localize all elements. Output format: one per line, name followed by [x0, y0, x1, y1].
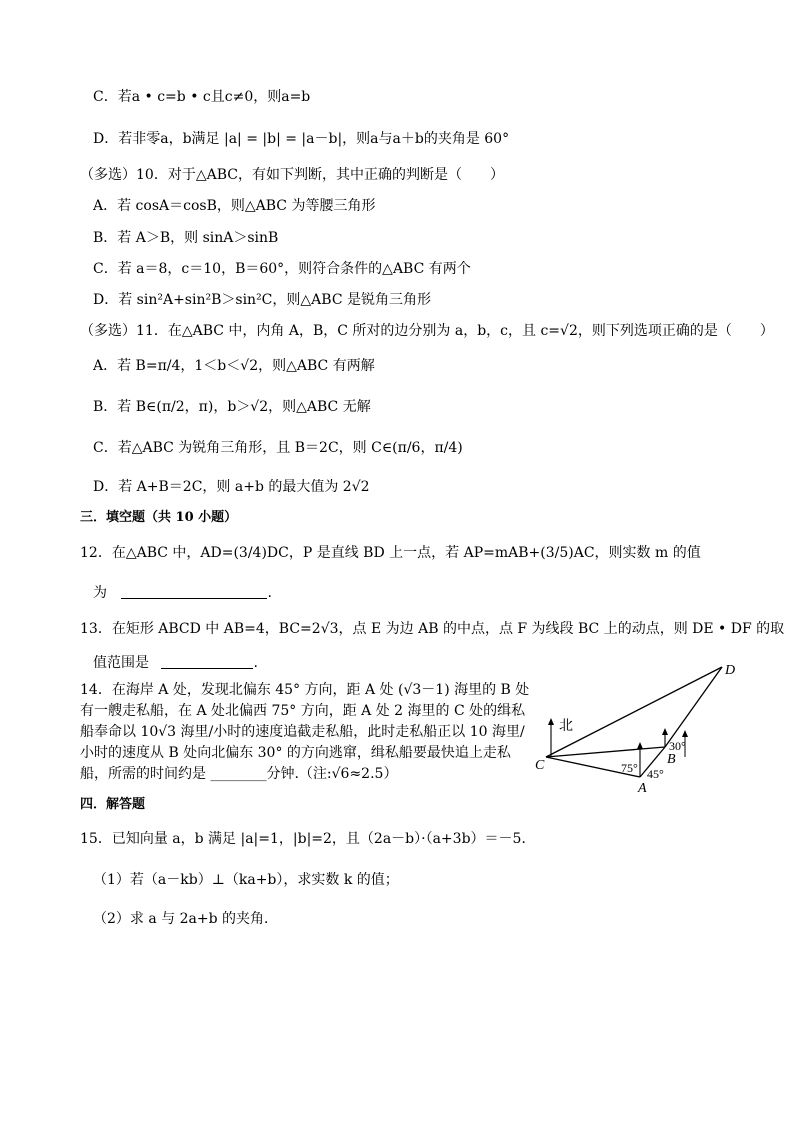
label-angle-75: 75°	[621, 761, 638, 775]
q10-option-b: B．若 A＞B，则 sinA＞sinB	[93, 230, 279, 246]
north-arrow-a-head	[637, 742, 643, 749]
q13-stem-tail: 值范围是	[93, 655, 149, 671]
q11-stem: （多选）11．在△ABC 中，内角 A，B，C 所对的边分别为 a，b，c，且 c=√2，则下列选项正确的是（ ）	[80, 323, 774, 339]
q9-option-d: D．若非零a，b满足 |a| = |b| = |a－b|，则a与a＋b的夹角是 60°	[93, 131, 510, 147]
line-bd	[665, 667, 722, 747]
q13-answer-line: 值范围是 .	[93, 655, 258, 671]
label-angle-45: 45°	[647, 767, 664, 781]
line-cd	[546, 667, 722, 757]
q10-option-a: A．若 cosA＝cosB，则△ABC 为等腰三角形	[93, 198, 376, 214]
label-d: D	[725, 663, 736, 678]
q10-option-c: C．若 a＝8，c＝10，B＝60°，则符合条件的△ABC 有两个	[93, 261, 471, 277]
q11-option-d: D．若 A+B＝2C，则 a+b 的最大值为 2√2	[93, 479, 370, 495]
q15-part-1: （1）若（a－kb）⊥（ka+b），求实数 k 的值；	[93, 872, 399, 888]
label-a: A	[638, 781, 647, 796]
label-b: B	[667, 752, 676, 767]
q11-option-b: B．若 B∈(π/2，π)，b＞√2，则△ABC 无解	[93, 399, 371, 415]
north-arrow-b2-head	[682, 730, 688, 737]
section-fill-in-title: 三．填空题（共 10 小题）	[80, 510, 238, 525]
q11-option-a: A．若 B=π/4，1＜b＜√2，则△ABC 有两解	[93, 358, 375, 374]
label-angle-30: 30°	[669, 739, 686, 753]
q12-answer-line: 为 .	[93, 585, 272, 601]
q12-answer-blank[interactable]	[121, 584, 267, 599]
q9-option-c: C．若a • c=b • c且c≠0，则a=b	[93, 89, 311, 105]
q10-stem: （多选）10．对于△ABC，有如下判断，其中正确的判断是（ ）	[80, 167, 504, 183]
q14-figure	[535, 655, 750, 800]
q15-part-2: （2）求 a 与 2a+b 的夹角．	[93, 911, 279, 927]
q12-stem: 12．在△ABC 中，AD=(3/4)DC，P 是直线 BD 上一点，若 AP=mAB+(3/5)AC，则实数 m 的值	[80, 545, 701, 561]
q12-stem-tail: 为	[93, 585, 107, 601]
north-arrow-c-head	[548, 718, 554, 725]
label-c: C	[535, 758, 545, 773]
q11-option-c: C．若△ABC 为锐角三角形，且 B＝2C，则 C∈(π/6，π/4)	[93, 440, 463, 456]
north-arrow-b-head	[662, 728, 668, 735]
q13-answer-blank[interactable]	[161, 654, 253, 669]
q15-stem: 15．已知向量 a，b 满足 |a|=1，|b|=2，且（2a－b）·（a+3b）＝－5．	[80, 831, 536, 847]
section-answer-title: 四．解答题	[80, 797, 146, 812]
q10-option-d: D．若 sin²A+sin²B＞sin²C，则△ABC 是锐角三角形	[93, 292, 431, 308]
q14-stem: 14．在海岸 A 处，发现北偏东 45° 方向，距 A 处 (√3－1) 海里的 B 处有一艘走私船，在 A 处北偏西 75° 方向，距 A 处 2 海里的 C 处的缉私船奉命以 10√3 海里/小时的速度追截走私船，此时走私船正以 10 海里/小时的速度从 B 处向北偏东 30° 的方向逃窜，缉私船要最快追上走私船，所需的时间约是 ________分钟.（注:√6≈2.5）	[80, 682, 530, 782]
label-north: 北	[559, 719, 573, 734]
q13-stem: 13．在矩形 ABCD 中 AB=4，BC=2√3，点 E 为边 AB 的中点，点 F 为线段 BC 上的动点，则 DE • DF 的取	[80, 621, 785, 637]
